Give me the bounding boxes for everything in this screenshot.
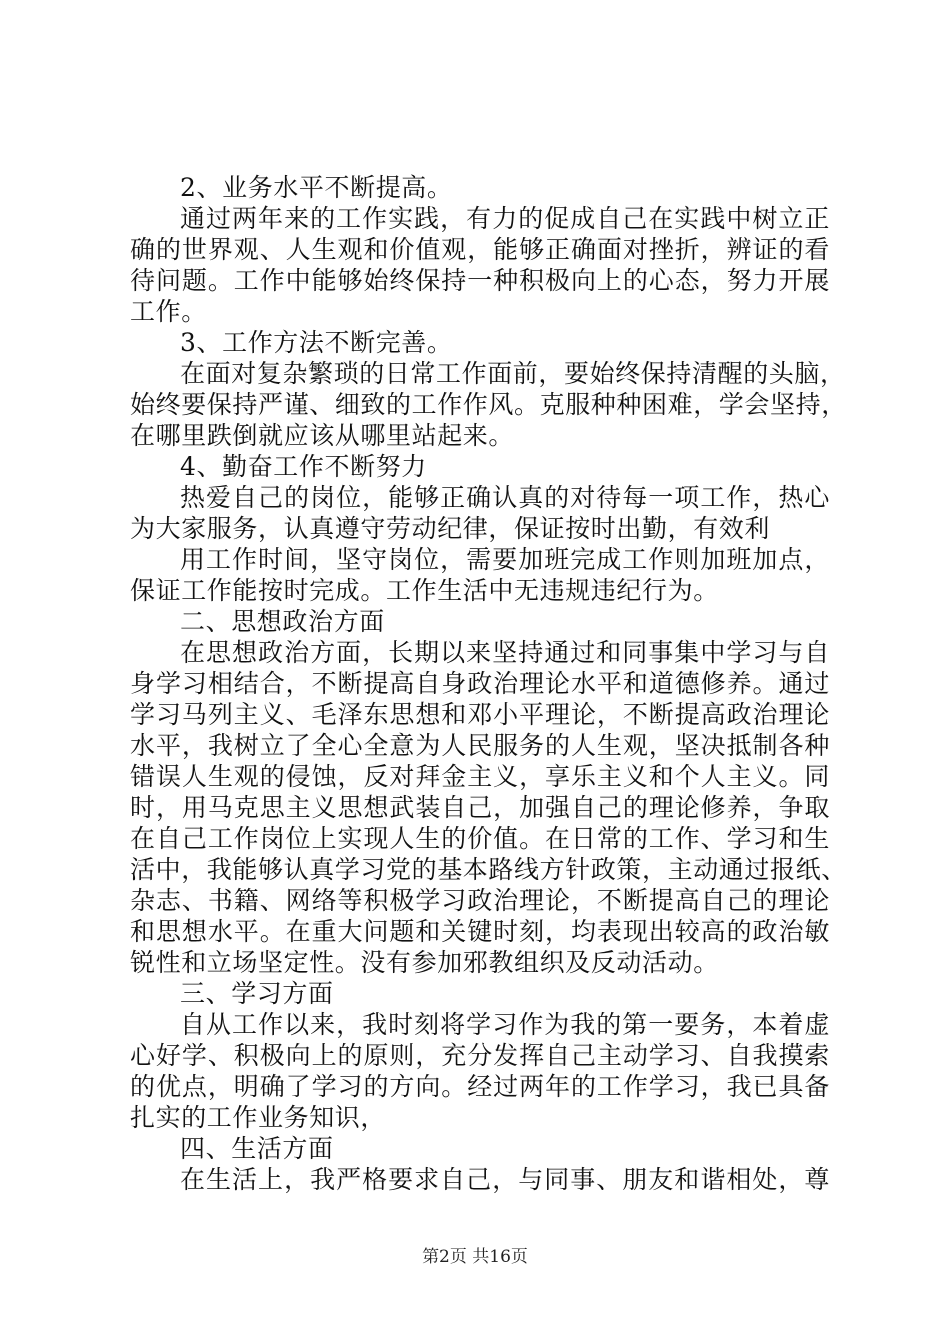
text-line: 在面对复杂繁琐的日常工作面前，要始终保持清醒的头脑， [180,359,846,388]
text-line: 自从工作以来，我时刻将学习作为我的第一要务，本着虚 [180,1010,830,1039]
text-line: 心好学、积极向上的原则，充分发挥自己主动学习、自我摸索 [130,1041,830,1070]
text-line: 水平，我树立了全心全意为人民服务的人生观，坚决抵制各种 [130,731,830,760]
text-line: 四、生活方面 [180,1134,334,1163]
text-line: 在思想政治方面，长期以来坚持通过和同事集中学习与自 [180,638,830,667]
text-line: 活中，我能够认真学习党的基本路线方针政策，主动通过报纸、 [130,855,847,884]
text-line: 时，用马克思主义思想武装自己，加强自己的理论修养，争取 [130,793,830,822]
text-line: 2、业务水平不断提高。 [180,173,453,202]
text-line: 学习马列主义、毛泽东思想和邓小平理论，不断提高政治理论 [130,700,830,729]
text-line: 在自己工作岗位上实现人生的价值。在日常的工作、学习和生 [130,824,830,853]
text-line: 确的世界观、人生观和价值观，能够正确面对挫折，辨证的看 [130,235,830,264]
text-line: 热爱自己的岗位，能够正确认真的对待每一项工作，热心 [180,483,830,512]
text-line: 保证工作能按时完成。工作生活中无违规违纪行为。 [130,576,719,605]
text-line: 锐性和立场坚定性。没有参加邪教组织及反动活动。 [130,948,719,977]
text-line: 在哪里跌倒就应该从哪里站起来。 [130,421,515,450]
text-line: 身学习相结合，不断提高自身政治理论水平和道德修养。通过 [130,669,830,698]
text-line: 三、学习方面 [180,979,334,1008]
text-line: 错误人生观的侵蚀，反对拜金主义，享乐主义和个人主义。同 [130,762,830,791]
text-line: 始终要保持严谨、细致的工作作风。克服种种困难，学会坚持， [130,390,847,419]
text-line: 待问题。工作中能够始终保持一种积极向上的心态，努力开展 [130,266,830,295]
text-line: 和思想水平。在重大问题和关键时刻，均表现出较高的政治敏 [130,917,830,946]
document-body [130,172,847,1195]
text-line: 二、思想政治方面 [180,607,385,636]
text-line: 在生活上，我严格要求自己，与同事、朋友和谐相处，尊 [180,1165,830,1194]
text-line: 用工作时间，坚守岗位，需要加班完成工作则加班加点， [180,545,830,574]
text-line: 扎实的工作业务知识， [130,1103,387,1132]
text-line: 4、勤奋工作不断努力 [180,452,427,481]
text-line: 工作。 [130,297,207,326]
text-line: 通过两年来的工作实践，有力的促成自己在实践中树立正 [180,204,830,233]
page-footer: 第2页 共16页 [422,1247,528,1267]
text-line: 为大家服务，认真遵守劳动纪律，保证按时出勤，有效利 [130,514,771,543]
text-line: 杂志、书籍、网络等积极学习政治理论，不断提高自己的理论 [130,886,830,915]
text-line: 3、工作方法不断完善。 [180,328,453,357]
text-line: 的优点，明确了学习的方向。经过两年的工作学习，我已具备 [130,1072,830,1101]
